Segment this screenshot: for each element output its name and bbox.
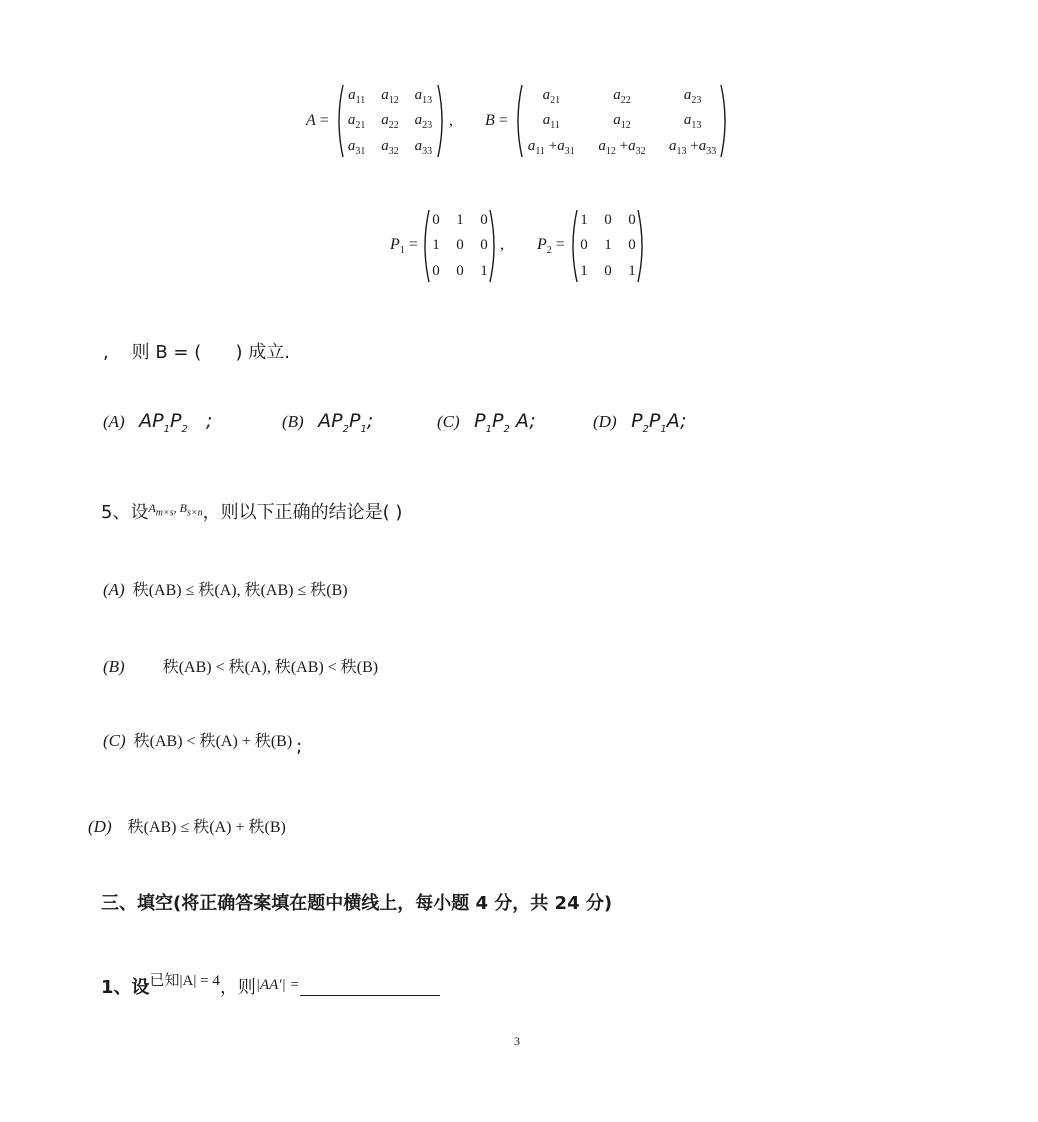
option-text: 秩(AB) < 秩(A), 秩(AB) < 秩(B)	[162, 659, 379, 676]
matrix-b-right-paren	[719, 83, 731, 159]
matrix-p1	[424, 208, 496, 284]
matrix-p1-entry: 0	[480, 212, 488, 229]
option-letter: (D)	[593, 412, 617, 431]
matrix-p1-entry: 1	[480, 262, 488, 279]
option-tail: ;	[296, 736, 303, 757]
matrix-a-comma: ,	[449, 112, 453, 129]
matrix-a-entry: $a_{11}$	[348, 87, 366, 107]
matrix-p1-entry: 1	[456, 212, 464, 229]
matrix-p2-entry: 1	[604, 237, 612, 254]
matrix-a-entry: $a_{12}$	[381, 87, 399, 107]
matrix-a-entry: $a_{23}$	[414, 112, 433, 132]
fill-1-mid: ，则	[219, 977, 256, 998]
matrix-a-right-paren	[436, 83, 448, 159]
matrix-b-entry: $a_{12}$	[613, 112, 631, 132]
matrix-p1-entry: 1	[432, 237, 440, 254]
matrix-b-entry: $a_{23}$	[683, 87, 702, 107]
q5-option-b	[103, 654, 378, 677]
matrix-p2-entry: 0	[628, 212, 636, 229]
matrix-p1-entry: 0	[480, 237, 488, 254]
option-letter: (C)	[103, 731, 126, 750]
q5-option-a	[103, 577, 348, 600]
q5-statement	[101, 498, 402, 524]
matrix-p2	[572, 208, 644, 284]
matrix-a-entry: $a_{22}$	[381, 112, 399, 132]
matrix-b	[516, 84, 728, 160]
option-letter: (B)	[103, 657, 125, 676]
matrix-a-entry: $a_{31}$	[347, 137, 366, 157]
matrix-a-entry: $a_{21}$	[347, 112, 366, 132]
option-letter: (A)	[103, 412, 125, 431]
q4-option-d	[593, 410, 687, 435]
section-3-heading: 三、填空(将正确答案填在题中横线上，每小题 4 分，共 24 分)	[101, 893, 613, 914]
q4-option-c	[437, 410, 536, 435]
matrix-p1-entry: 0	[456, 262, 464, 279]
matrix-p1-entry: 0	[456, 237, 464, 254]
matrix-b-entry: $a_{13} +a_{33}$	[669, 137, 717, 157]
q5-sets: Am×s, Bs×n	[148, 501, 203, 519]
option-text: $AP_1P_2$ ;	[139, 410, 213, 435]
option-text: $AP_2P_1$;	[318, 410, 374, 435]
matrix-p1-comma: ,	[500, 236, 504, 253]
matrix-b-label: B =	[485, 112, 508, 129]
matrix-p2-entry: 1	[580, 262, 588, 279]
option-text: 秩(AB) < 秩(A) + 秩(B)	[133, 733, 293, 750]
matrix-b-entry: $a_{21}$	[542, 87, 561, 107]
matrix-b-entry: $a_{22}$	[613, 87, 631, 107]
option-text: 秩(AB) ≤ 秩(A), 秩(AB) ≤ 秩(B)	[132, 582, 348, 599]
matrix-p2-entry: 0	[580, 237, 588, 254]
option-text: $P_2P_1A$;	[631, 410, 687, 435]
matrix-b-entry: $a_{12} +a_{32}$	[598, 137, 646, 157]
option-letter: (A)	[103, 580, 125, 599]
matrix-b-entry: $a_{11}$	[542, 112, 560, 132]
matrix-p2-entry: 0	[628, 237, 636, 254]
q4-statement: , 则 B = ( ) 成立.	[103, 342, 291, 363]
option-text: $P_1P_2$ A;	[474, 410, 536, 435]
matrix-p1-right-paren	[488, 208, 500, 284]
page-number: 3	[514, 1034, 520, 1048]
fill-1-blank[interactable]	[300, 979, 440, 996]
matrix-p1-entry: 0	[432, 262, 440, 279]
q5-option-c	[103, 728, 302, 757]
q4-option-a	[103, 410, 212, 435]
matrix-p1-entry: 0	[432, 212, 440, 229]
matrix-p2-label: $P_2$ =	[537, 236, 565, 257]
matrix-p1-label: $P_1$ =	[390, 236, 418, 257]
fill-1-known: 已知|A| = 4	[149, 973, 220, 989]
option-letter: (C)	[437, 412, 460, 431]
matrix-b-entry: $a_{11} +a_{31}$	[527, 137, 575, 157]
matrix-a-entry: $a_{13}$	[414, 87, 433, 107]
matrix-p2-entry: 1	[628, 262, 636, 279]
option-letter: (D)	[88, 817, 112, 836]
matrix-a	[340, 84, 440, 160]
q5-option-d	[88, 814, 286, 837]
q4-option-b	[282, 410, 373, 435]
matrix-b-entry: $a_{13}$	[683, 112, 702, 132]
matrix-p2-entry: 1	[580, 212, 588, 229]
matrix-a-entry: $a_{32}$	[381, 137, 399, 157]
matrix-p2-right-paren	[636, 208, 648, 284]
option-text: 秩(AB) ≤ 秩(A) + 秩(B)	[127, 819, 286, 836]
matrix-p2-entry: 0	[604, 262, 612, 279]
matrix-a-entry: $a_{33}$	[414, 137, 433, 157]
q5-suffix: ，则以下正确的结论是( )	[202, 502, 403, 523]
option-letter: (B)	[282, 412, 304, 431]
fill-1-prefix: 1、设	[101, 977, 150, 998]
fill-1	[101, 969, 440, 999]
fill-1-expr: |AA′| =	[255, 977, 300, 993]
matrix-p2-entry: 0	[604, 212, 612, 229]
matrix-a-label: A =	[306, 112, 329, 129]
q5-prefix: 5、设	[101, 502, 149, 523]
